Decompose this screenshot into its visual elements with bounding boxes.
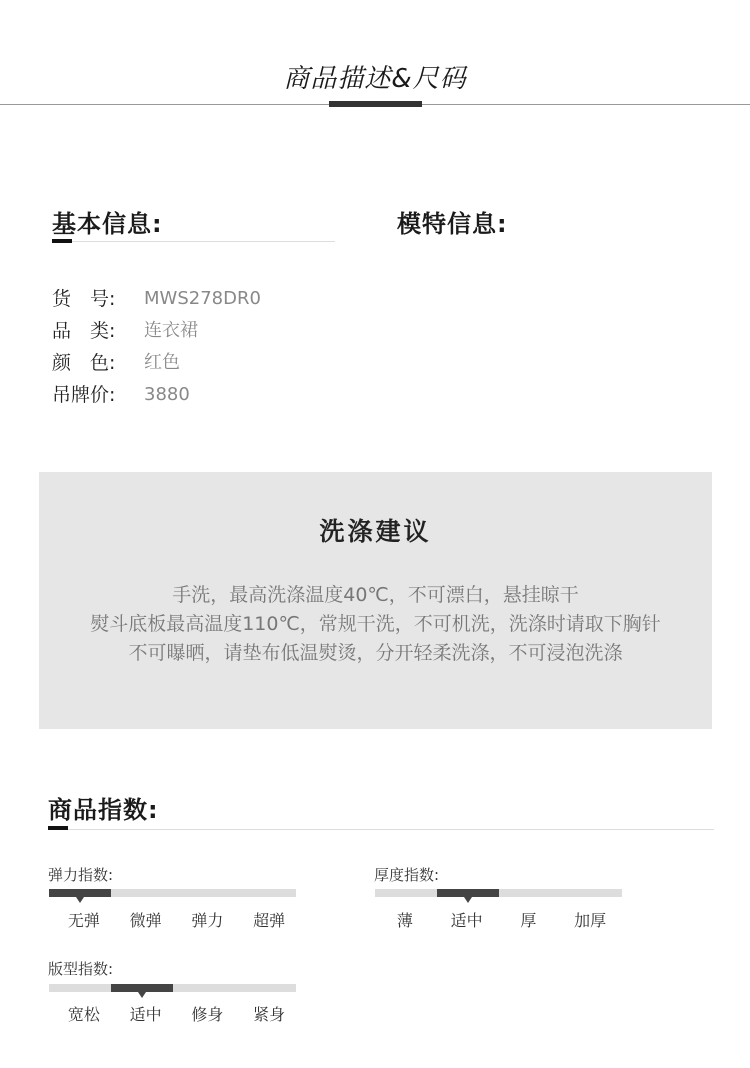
info-label: 吊牌价: <box>52 384 116 406</box>
thickness-track <box>375 889 622 897</box>
elasticity-option: 无弹 <box>67 911 100 930</box>
model-info-title: 模特信息: <box>397 210 508 238</box>
info-row-sku <box>52 283 261 315</box>
basic-info-accent <box>52 239 72 243</box>
washing-line: 不可曝晒，请垫布低温熨烫，分开轻柔洗涤，不可浸泡洗涤 <box>128 642 623 664</box>
fit-option: 紧身 <box>253 1005 286 1024</box>
info-label: 品 类: <box>52 320 116 342</box>
thickness-options <box>374 908 621 931</box>
elasticity-label: 弹力指数: <box>48 866 114 884</box>
fit-selected-segment <box>111 984 173 992</box>
info-value: 3880 <box>144 384 190 405</box>
info-value: 连衣裙 <box>144 320 198 341</box>
indices-title: 商品指数: <box>48 796 159 824</box>
fit-option: 宽松 <box>67 1005 100 1024</box>
header-accent-bar <box>329 101 422 107</box>
elasticity-option: 超弹 <box>253 911 286 930</box>
thickness-option: 适中 <box>450 911 483 930</box>
info-label: 货 号: <box>52 288 116 310</box>
washing-title: 洗涤建议 <box>319 517 432 546</box>
fit-pointer-icon <box>138 992 146 998</box>
page-title: 商品描述&尺码 <box>283 64 467 94</box>
elasticity-option: 弹力 <box>191 911 224 930</box>
fit-option: 适中 <box>129 1005 162 1024</box>
elasticity-options <box>53 908 300 931</box>
elasticity-option: 微弹 <box>129 911 162 930</box>
fit-label: 版型指数: <box>48 960 114 978</box>
thickness-option: 薄 <box>396 911 413 930</box>
fit-option: 修身 <box>191 1005 224 1024</box>
washing-panel <box>39 472 712 729</box>
indices-divider <box>48 829 714 830</box>
thickness-option: 加厚 <box>574 911 607 930</box>
info-value: MWS278DR0 <box>144 288 261 309</box>
fit-options <box>53 1002 300 1025</box>
washing-line: 手洗，最高洗涤温度40℃，不可漂白，悬挂晾干 <box>172 584 579 606</box>
info-row-price <box>52 379 190 411</box>
basic-info-title: 基本信息: <box>52 210 163 238</box>
info-value: 红色 <box>144 352 180 373</box>
thickness-label: 厚度指数: <box>374 866 440 884</box>
info-row-category <box>52 315 198 347</box>
info-label: 颜 色: <box>52 352 116 374</box>
elasticity-track <box>49 889 296 897</box>
elasticity-selected-segment <box>49 889 111 897</box>
indices-accent <box>48 826 68 830</box>
washing-line: 熨斗底板最高温度110℃，常规干洗，不可机洗，洗涤时请取下胸针 <box>90 613 661 635</box>
info-row-color <box>52 347 180 379</box>
elasticity-pointer-icon <box>76 897 84 903</box>
thickness-selected-segment <box>437 889 499 897</box>
basic-info-divider <box>52 241 335 242</box>
thickness-option: 厚 <box>520 911 537 930</box>
fit-track <box>49 984 296 992</box>
thickness-pointer-icon <box>464 897 472 903</box>
